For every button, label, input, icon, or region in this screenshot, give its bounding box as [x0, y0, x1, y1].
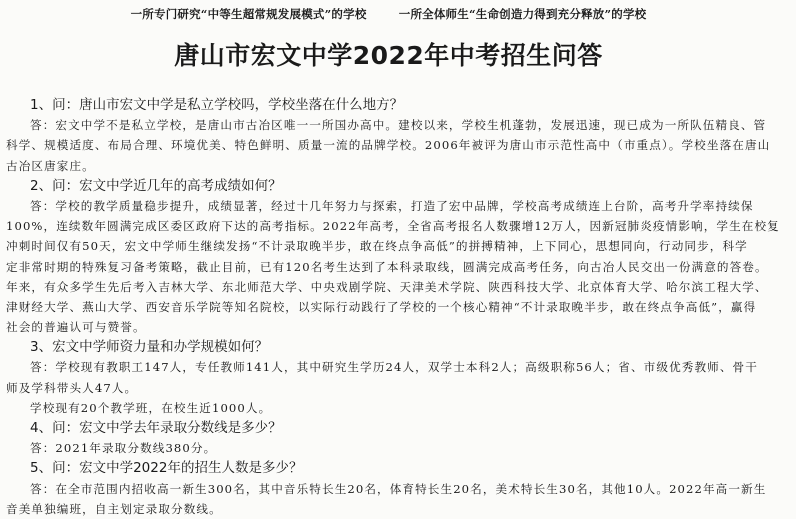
answer-line: 答：学校的教学质量稳步提升，成绩显著，经过十几年努力与探索，打造了宏中品牌，学校高考成绩连上台阶，高考升学率持续保 — [30, 198, 754, 213]
answer-line: 音美单独编班，自主划定录取分数线。 — [6, 501, 222, 516]
motto-right: 一所全体师生“生命创造力得到充分释放”的学校 — [398, 7, 647, 21]
question-line: 3、宏文中学师资力量和办学规模如何？ — [30, 339, 269, 356]
answer-line: 定非常时期的特殊复习备考策略，截止目前，已有120名考生达到了本科录取线，圆满完成高考任务，向古冶人民交出一份满意的答卷。 — [6, 259, 768, 274]
answer-line: 答：2021年录取分数线380分。 — [30, 441, 217, 456]
question-line: 5、问：宏文中学2022年的招生人数是多少？ — [30, 460, 303, 477]
answer-line: 津财经大学、燕山大学、西安音乐学院等知名院校，以实际行动践行了学校的一个核心精神“不计录取晚半步，敢在终点争高低”，赢得 — [6, 299, 757, 314]
answer-line: 答：在全市范围内招收高一新生300名，其中音乐特长生20名，体育特长生20名，美术特长生30名，其他10人。2022年高一新生 — [30, 481, 767, 496]
motto-banner — [0, 6, 777, 22]
answer-line: 学校现有20个教学班，在校生近1000人。 — [30, 400, 272, 415]
answer-line: 冲刺时间仅有50天，宏文中学师生继续发扬“不计录取晚半步，敢在终点争高低”的拼搏精神，上下同心，思想同向，行动同步，科学 — [6, 239, 748, 254]
answer-line: 师及学科带头人47人。 — [6, 380, 138, 395]
answer-line: 年来，有众多学生先后考入吉林大学、东北师范大学、中央戏剧学院、天津美术学院、陕西科技大学、北京体育大学、哈尔滨工程大学、 — [6, 279, 768, 294]
answer-line: 古冶区唐家庄。 — [6, 158, 95, 173]
qa-body — [6, 95, 796, 519]
answer-line: 答：学校现有教职工147人，专任教师141人，其中研究生学历24人，双学士本科2人；高级职称56人；省、市级优秀教师、骨干 — [30, 360, 758, 375]
question-line: 1、问：唐山市宏文中学是私立学校吗，学校坐落在什么地方？ — [30, 97, 404, 113]
answer-line: 科学、规模适度、布局合理、环境优美、特色鲜明、质量一流的品牌学校。2006年被评为唐山市示范性高中（市重点）。学校坐落在唐山 — [6, 138, 771, 153]
answer-line: 社会的普遍认可与赞誉。 — [6, 320, 146, 335]
answer-line: 100%，连续数年圆满完成区委区政府下达的高考指标。2022年高考，全省高考报名人数骤增12万人，因新冠肺炎疫情影响，学生在校复 — [6, 219, 780, 234]
answer-line: 答：宏文中学不是私立学校，是唐山市古冶区唯一一所国办高中。建校以来，学校生机蓬勃，发展迅速，现已成为一所队伍精良、管 — [30, 118, 767, 133]
question-line: 4、问：宏文中学去年录取分数线是多少？ — [30, 420, 282, 436]
motto-left: 一所专门研究“中等生超常规发展模式”的学校 — [130, 7, 367, 21]
question-line: 2、问：宏文中学近几年的高考成绩如何？ — [30, 177, 282, 194]
page-title: 唐山市宏文中学2022年中考招生问答 — [174, 41, 603, 70]
